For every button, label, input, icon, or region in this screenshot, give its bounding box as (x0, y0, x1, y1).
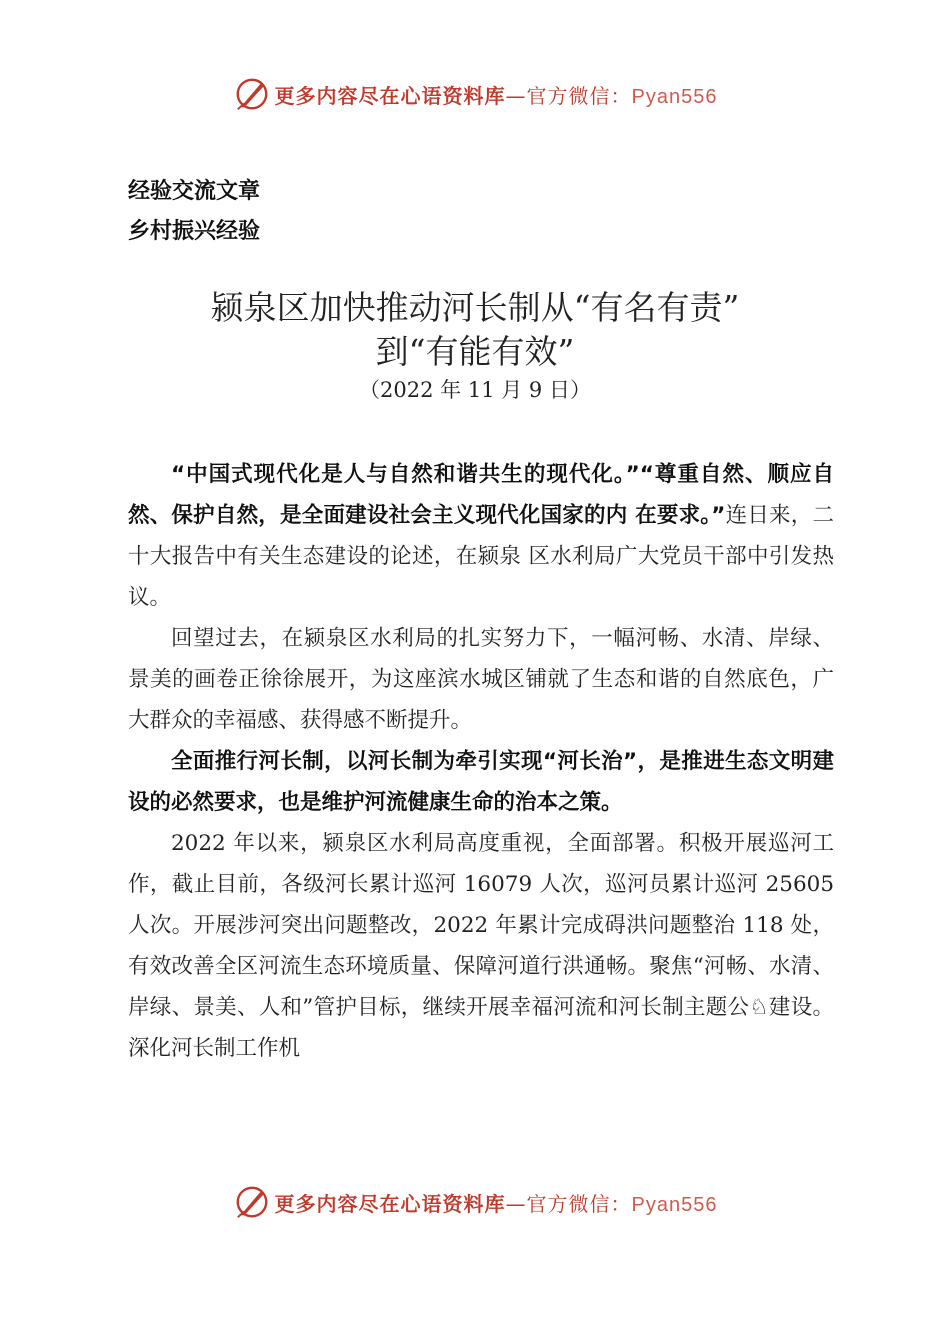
paragraph-1 (128, 454, 834, 618)
article-title (0, 286, 950, 374)
watermark-footer (0, 1180, 950, 1224)
watermark-text: 更多内容尽在心语资料库—官方微信：Pyan556 (274, 83, 718, 108)
quill-logo-icon (233, 75, 271, 113)
category-tags (128, 172, 260, 252)
tag-rural-revitalization: 乡村振兴经验 (128, 219, 261, 244)
title-line-1: 颍泉区加快推动河长制从“有名有责” (210, 288, 740, 327)
title-line-2: 到“有能有效” (375, 332, 575, 371)
paragraph-3-bold: 全面推行河长制，以河长制为牵引实现“河长治”，是推进生态文明建设的必然要求，也是维护河流健康生命的治本之策。 (128, 749, 834, 815)
paragraph-2: 回望过去，在颍泉区水利局的扎实努力下，一幅河畅、水清、岸绿、景美的画卷正徐徐展开，为这座滨水城区铺就了生态和谐的自然底色，广大群众的幸福感、获得感不断提升。 (128, 626, 834, 733)
article-body (128, 454, 834, 1069)
quote-bold: “中国式现代化是人与自然和谐共生的现代化。”“尊重自然、顺应自然、保护自然，是全面建设社会主义现代化国家的内 在要求。” (128, 462, 834, 528)
paragraph-1-rest: 连日来，二十大报告中有关生态建设的论述，在颍泉 区水利局广大党员干部中引发热议。 (128, 503, 834, 610)
article-date: （2022 年 11 月 9 日） (359, 378, 591, 402)
paragraph-4: 2022 年以来，颍泉区水利局高度重视，全面部署。积极开展巡河工作，截止目前，各级河长累计巡河 16079 人次，巡河员累计巡河 25605 人次。开展涉河突出问题整改，2022 年累计完成碍洪问题整治 118 处，有效改善全区河流生态环境质量、保障河道行洪通畅。聚焦“河畅、水清、岸绿、景美、人和”管护目标，继续开展幸福河流和河长制主题公♘建设。深化河长制工作机 (128, 831, 834, 1061)
watermark-text: 更多内容尽在心语资料库—官方微信：Pyan556 (274, 1191, 718, 1216)
quill-logo-icon (233, 1183, 271, 1221)
tag-experience-exchange: 经验交流文章 (128, 179, 261, 204)
watermark-header (0, 72, 950, 116)
